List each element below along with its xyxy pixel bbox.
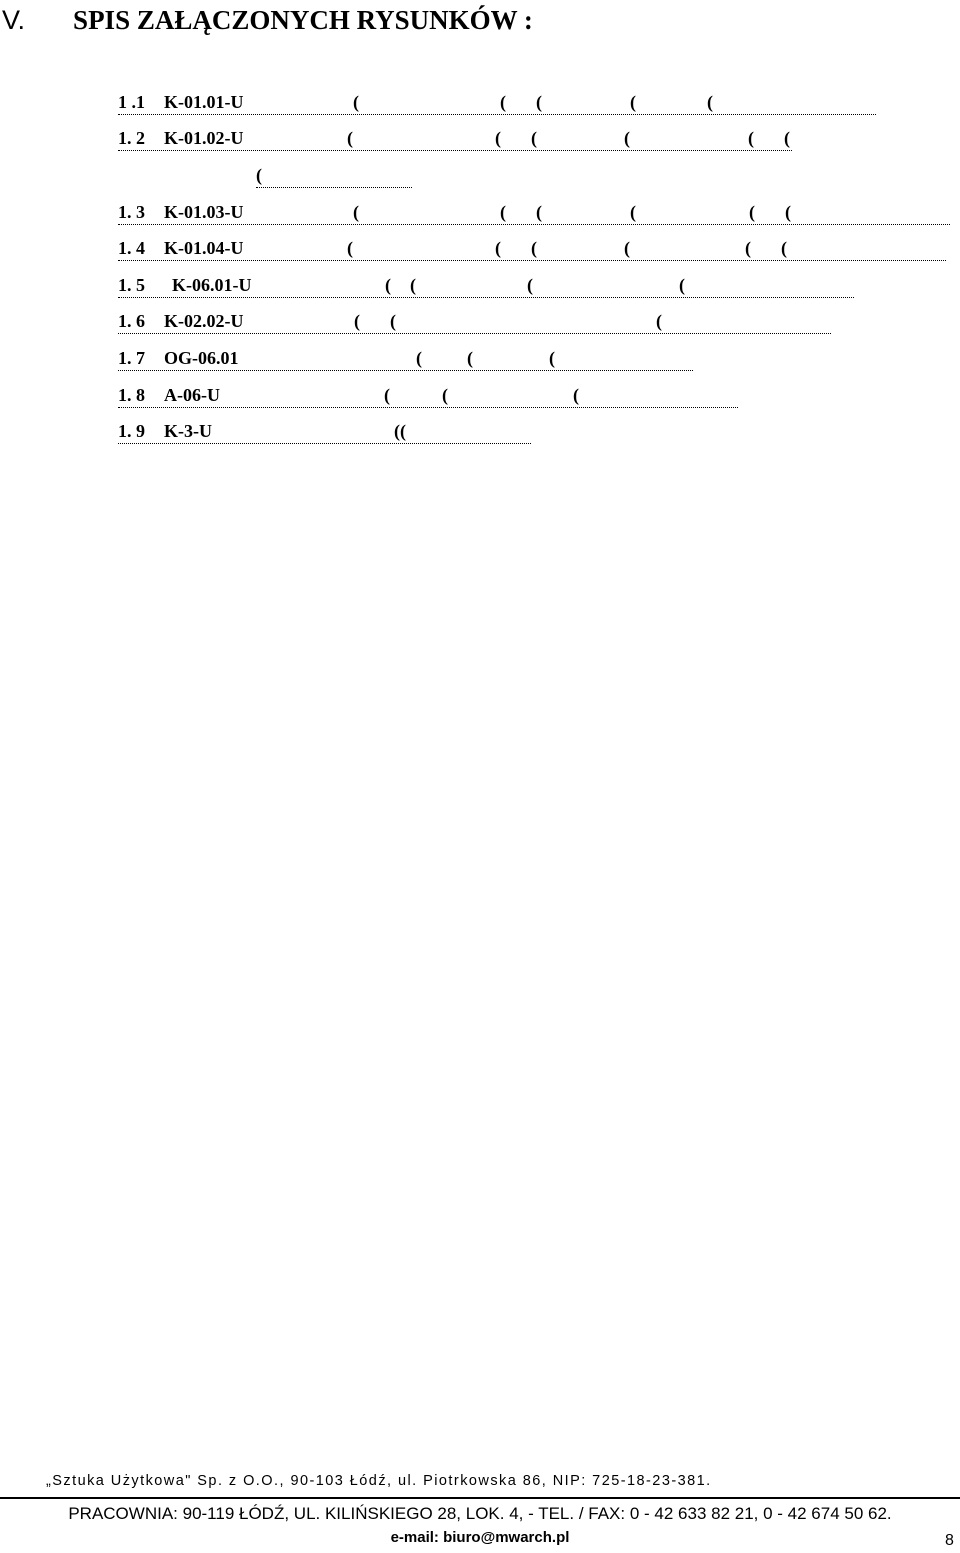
item-mark: ( (527, 275, 533, 295)
item-mark: ( (500, 92, 506, 112)
list-item (118, 273, 854, 298)
item-mark: ( (531, 238, 537, 258)
section-number: V. (2, 5, 26, 35)
drawing-code: K-01.04-U (164, 238, 244, 258)
item-number: 1. 2 (118, 128, 145, 148)
item-mark: ( (467, 348, 473, 368)
item-number: 1. 6 (118, 311, 145, 331)
drawing-code: K-06.01-U (172, 275, 252, 295)
item-mark: ( (679, 275, 685, 295)
list-item (118, 346, 693, 371)
item-mark: ( (353, 202, 359, 222)
drawing-code: K-02.02-U (164, 311, 244, 331)
item-mark: ( (745, 238, 751, 258)
item-number: 1 .1 (118, 92, 145, 112)
item-mark: ( (549, 348, 555, 368)
list-item (118, 200, 950, 225)
item-mark: ( (785, 202, 791, 222)
item-mark: (( (394, 421, 406, 441)
item-mark: ( (354, 311, 360, 331)
item-mark: ( (416, 348, 422, 368)
item-mark: ( (347, 128, 353, 148)
item-mark: ( (442, 385, 448, 405)
item-mark: ( (748, 128, 754, 148)
drawing-code: OG-06.01 (164, 348, 239, 368)
item-number: 1. 7 (118, 348, 145, 368)
page-number: 8 (945, 1532, 954, 1549)
item-mark: ( (256, 165, 262, 185)
section-title: SPIS ZAŁĄCZONYCH RYSUNKÓW : (73, 5, 533, 35)
item-mark: ( (500, 202, 506, 222)
drawing-code: A-06-U (164, 385, 220, 405)
item-mark: ( (385, 275, 391, 295)
list-item (118, 419, 531, 444)
item-mark: ( (410, 275, 416, 295)
item-mark: ( (707, 92, 713, 112)
item-mark: ( (784, 128, 790, 148)
contact-email: e-mail: biuro@mwarch.pl (390, 1529, 570, 1546)
footer-divider (0, 1497, 960, 1499)
list-item (118, 383, 738, 408)
company-info: „Sztuka Użytkowa" Sp. z O.O., 90-103 Łódź, ul. Piotrkowska 86, NIP: 725-18-23-381. (46, 1473, 712, 1489)
item-mark: ( (624, 128, 630, 148)
list-item (118, 236, 946, 261)
drawing-code: K-3-U (164, 421, 212, 441)
item-mark: ( (536, 202, 542, 222)
list-item (118, 309, 831, 334)
item-mark: ( (630, 202, 636, 222)
item-mark: ( (749, 202, 755, 222)
item-mark: ( (624, 238, 630, 258)
item-mark: ( (536, 92, 542, 112)
item-mark: ( (573, 385, 579, 405)
item-mark: ( (495, 128, 501, 148)
item-mark: ( (630, 92, 636, 112)
item-mark: ( (347, 238, 353, 258)
drawing-code: K-01.01-U (164, 92, 244, 112)
item-mark: ( (353, 92, 359, 112)
item-mark: ( (781, 238, 787, 258)
item-number: 1. 9 (118, 421, 145, 441)
item-mark: ( (656, 311, 662, 331)
drawing-code: K-01.03-U (164, 202, 244, 222)
item-number: 1. 4 (118, 238, 145, 258)
office-address: PRACOWNIA: 90-119 ŁÓDŹ, UL. KILIŃSKIEGO 28, LOK. 4, - TEL. / FAX: 0 - 42 633 82 21, 0 - 42 674 50 62. (68, 1504, 892, 1523)
drawing-code: K-01.02-U (164, 128, 244, 148)
section-heading (2, 2, 533, 38)
item-mark: ( (531, 128, 537, 148)
list-item (118, 90, 876, 115)
item-number: 1. 8 (118, 385, 145, 405)
item-mark: ( (390, 311, 396, 331)
item-mark: ( (495, 238, 501, 258)
item-mark: ( (384, 385, 390, 405)
list-item (118, 126, 792, 151)
item-number: 1. 5 (118, 275, 145, 295)
item-number: 1. 3 (118, 202, 145, 222)
list-item (256, 163, 412, 188)
